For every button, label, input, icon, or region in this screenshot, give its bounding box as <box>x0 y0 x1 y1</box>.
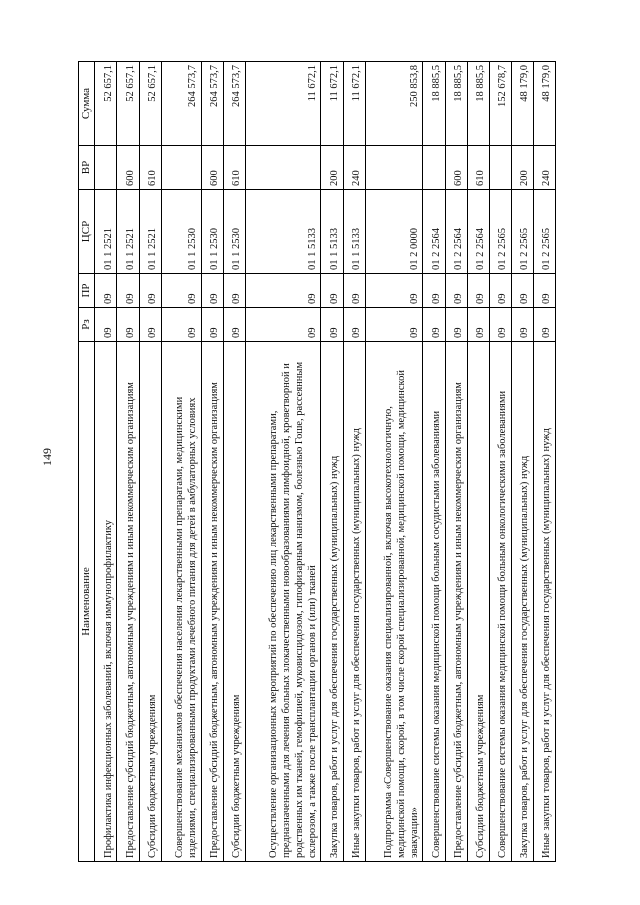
cell-sum: 11 672,1 <box>245 62 321 146</box>
cell-vr <box>245 146 321 190</box>
cell-name: Подпрограмма «Совершенствование оказания специализированной, включая высокотехнологичную, медицинской помощи, скорой, в том числе скорой специализированной, медицинской помощи, медицинской эвакуации» <box>365 342 423 862</box>
cell-pr: 09 <box>365 274 423 308</box>
page-number: 149 <box>40 448 54 466</box>
cell-sum: 250 853,8 <box>365 62 423 146</box>
cell-csr: 01 1 5133 <box>245 190 321 274</box>
cell-csr: 01 1 2521 <box>117 190 139 274</box>
table-row <box>533 62 555 862</box>
cell-vr: 200 <box>511 146 533 190</box>
cell-sum: 264 573,7 <box>223 62 245 146</box>
cell-pr: 09 <box>511 274 533 308</box>
cell-csr: 01 2 2564 <box>445 190 467 274</box>
cell-sum: 52 657,1 <box>139 62 161 146</box>
cell-vr: 610 <box>467 146 489 190</box>
cell-pr: 09 <box>445 274 467 308</box>
cell-vr: 600 <box>117 146 139 190</box>
cell-pr: 09 <box>321 274 343 308</box>
cell-rz: 09 <box>445 308 467 342</box>
cell-name: Субсидии бюджетным учреждениям <box>223 342 245 862</box>
cell-sum: 52 657,1 <box>117 62 139 146</box>
table-row <box>445 62 467 862</box>
cell-vr: 240 <box>343 146 365 190</box>
column-header-name: Наименование <box>79 342 95 862</box>
cell-pr: 09 <box>489 274 511 308</box>
table-body <box>95 62 556 862</box>
cell-rz: 09 <box>489 308 511 342</box>
table-row <box>161 62 201 862</box>
cell-name: Профилактика инфекционных заболеваний, включая иммунопрофилактику <box>95 342 117 862</box>
cell-name: Закупка товаров, работ и услуг для обеспечения государственных (муниципальных) нужд <box>321 342 343 862</box>
cell-rz: 09 <box>201 308 223 342</box>
cell-rz: 09 <box>117 308 139 342</box>
table-row <box>343 62 365 862</box>
cell-pr: 09 <box>223 274 245 308</box>
cell-name: Субсидии бюджетным учреждениям <box>139 342 161 862</box>
cell-vr <box>95 146 117 190</box>
cell-name: Совершенствование системы оказания медицинской помощи больным сосудистыми заболеваниями <box>423 342 445 862</box>
cell-rz: 09 <box>161 308 201 342</box>
cell-csr: 01 2 2565 <box>533 190 555 274</box>
cell-pr: 09 <box>533 274 555 308</box>
cell-name: Иные закупки товаров, работ и услуг для обеспечения государственных (муниципальных) нужд <box>533 342 555 862</box>
cell-sum: 18 885,5 <box>423 62 445 146</box>
cell-rz: 09 <box>95 308 117 342</box>
table-header-row <box>79 62 95 862</box>
cell-rz: 09 <box>423 308 445 342</box>
cell-pr: 09 <box>139 274 161 308</box>
cell-rz: 09 <box>321 308 343 342</box>
cell-vr: 610 <box>223 146 245 190</box>
cell-name: Предоставление субсидий бюджетным, автономным учреждениям и иным некоммерческим организациям <box>445 342 467 862</box>
cell-vr: 600 <box>201 146 223 190</box>
cell-sum: 11 672,1 <box>321 62 343 146</box>
cell-csr: 01 2 2565 <box>489 190 511 274</box>
cell-csr: 01 1 5133 <box>343 190 365 274</box>
budget-table <box>78 61 556 862</box>
table-row <box>201 62 223 862</box>
cell-csr: 01 1 2521 <box>139 190 161 274</box>
cell-vr <box>161 146 201 190</box>
cell-name: Предоставление субсидий бюджетным, автономным учреждениям и иным некоммерческим организациям <box>201 342 223 862</box>
cell-sum: 18 885,5 <box>467 62 489 146</box>
cell-sum: 48 179,0 <box>533 62 555 146</box>
table-row <box>489 62 511 862</box>
cell-csr: 01 1 2530 <box>161 190 201 274</box>
cell-csr: 01 2 2564 <box>467 190 489 274</box>
cell-rz: 09 <box>223 308 245 342</box>
cell-pr: 09 <box>117 274 139 308</box>
cell-rz: 09 <box>533 308 555 342</box>
table-row <box>245 62 321 862</box>
table-row <box>139 62 161 862</box>
cell-name: Совершенствование механизмов обеспечения населения лекарственными препаратами, медицинскими изделиями, специализированными продуктами лечебного питания для детей в амбулаторных условиях <box>161 342 201 862</box>
cell-rz: 09 <box>343 308 365 342</box>
column-header-pr: ПР <box>79 274 95 308</box>
cell-pr: 09 <box>245 274 321 308</box>
cell-name: Субсидии бюджетным учреждениям <box>467 342 489 862</box>
cell-vr: 600 <box>445 146 467 190</box>
cell-vr: 610 <box>139 146 161 190</box>
cell-vr: 200 <box>321 146 343 190</box>
table-row <box>117 62 139 862</box>
cell-pr: 09 <box>95 274 117 308</box>
column-header-rz: Рз <box>79 308 95 342</box>
cell-pr: 09 <box>201 274 223 308</box>
column-header-vr: ВР <box>79 146 95 190</box>
cell-csr: 01 1 5133 <box>321 190 343 274</box>
cell-csr: 01 1 2530 <box>201 190 223 274</box>
column-header-sum: Сумма <box>79 62 95 146</box>
table-row <box>511 62 533 862</box>
cell-rz: 09 <box>139 308 161 342</box>
table-row <box>423 62 445 862</box>
cell-rz: 09 <box>467 308 489 342</box>
cell-name: Иные закупки товаров, работ и услуг для обеспечения государственных (муниципальных) нужд <box>343 342 365 862</box>
cell-pr: 09 <box>161 274 201 308</box>
cell-vr <box>423 146 445 190</box>
cell-sum: 152 678,7 <box>489 62 511 146</box>
cell-name: Совершенствование системы оказания медицинской помощи больным онкологическими заболеваниями <box>489 342 511 862</box>
cell-csr: 01 2 2565 <box>511 190 533 274</box>
cell-sum: 264 573,7 <box>201 62 223 146</box>
cell-csr: 01 2 2564 <box>423 190 445 274</box>
cell-name: Предоставление субсидий бюджетным, автономным учреждениям и иным некоммерческим организациям <box>117 342 139 862</box>
cell-rz: 09 <box>511 308 533 342</box>
cell-rz: 09 <box>365 308 423 342</box>
column-header-csr: ЦСР <box>79 190 95 274</box>
cell-csr: 01 2 0000 <box>365 190 423 274</box>
cell-vr <box>489 146 511 190</box>
table-row <box>365 62 423 862</box>
cell-sum: 18 885,5 <box>445 62 467 146</box>
table-row <box>467 62 489 862</box>
cell-sum: 48 179,0 <box>511 62 533 146</box>
cell-pr: 09 <box>343 274 365 308</box>
cell-vr <box>365 146 423 190</box>
cell-vr: 240 <box>533 146 555 190</box>
table-row <box>321 62 343 862</box>
cell-csr: 01 1 2530 <box>223 190 245 274</box>
cell-sum: 52 657,1 <box>95 62 117 146</box>
table-row <box>95 62 117 862</box>
cell-pr: 09 <box>467 274 489 308</box>
cell-pr: 09 <box>423 274 445 308</box>
cell-name: Закупка товаров, работ и услуг для обеспечения государственных (муниципальных) нужд <box>511 342 533 862</box>
cell-sum: 264 573,7 <box>161 62 201 146</box>
cell-csr: 01 1 2521 <box>95 190 117 274</box>
cell-name: Осуществление организационных мероприятий по обеспечению лиц лекарственными препаратами, предназначенными для лечения больных злокачественными новообразованиями лимфоидной, кроветворной и родственных им тканей, гемофилией, муковисцидозом, гипофизарным нанизмом, болезнью Гоше, рассеянным склерозом, а также после трансплантации органов и (или) тканей <box>245 342 321 862</box>
cell-sum: 11 672,1 <box>343 62 365 146</box>
table-row <box>223 62 245 862</box>
cell-rz: 09 <box>245 308 321 342</box>
